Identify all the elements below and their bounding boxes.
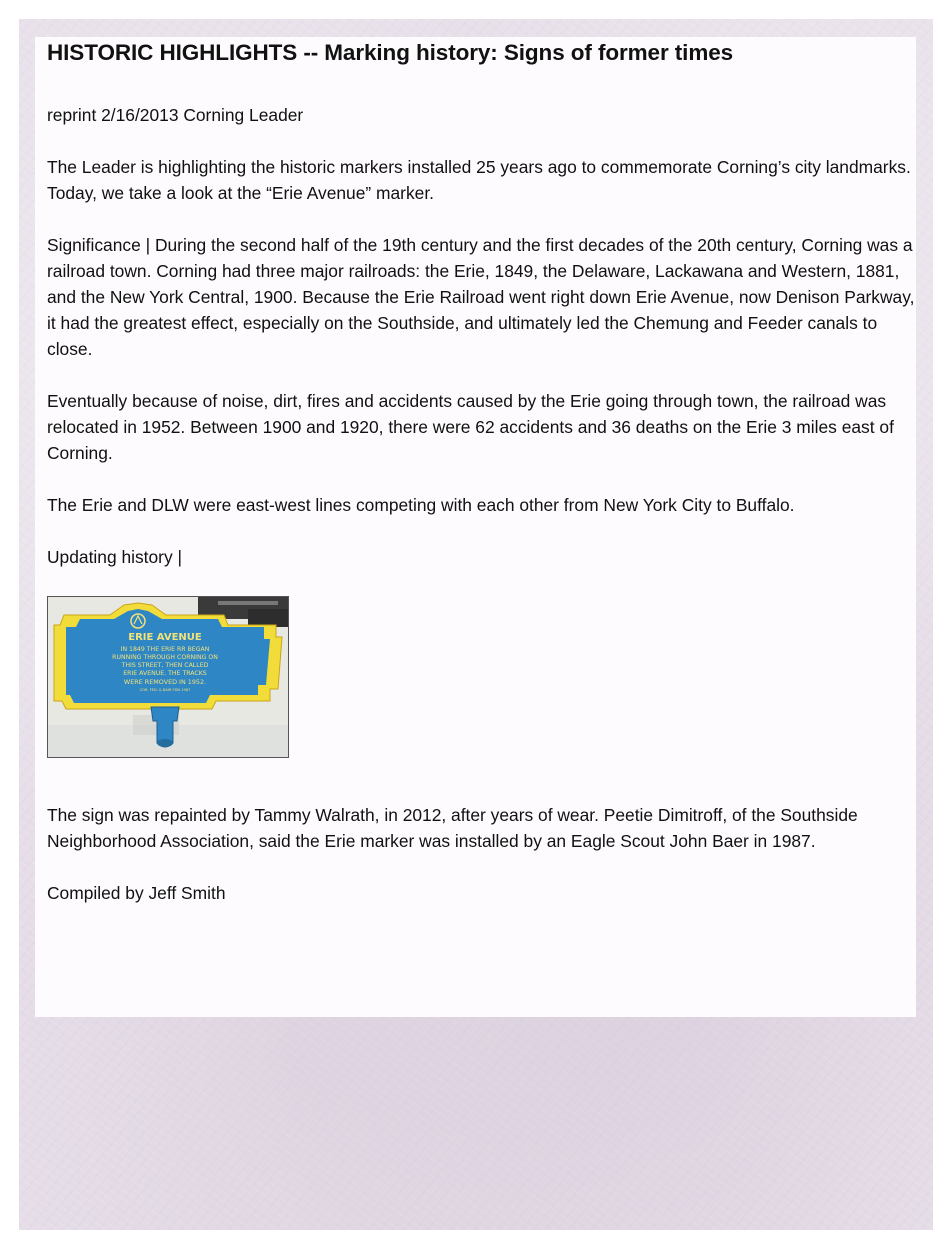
article-headline: HISTORIC HIGHLIGHTS -- Marking history: Signs of former times <box>47 40 734 65</box>
sign-line: RUNNING THROUGH CORNING ON <box>112 654 218 661</box>
paragraph-compiled-by: Compiled by Jeff Smith <box>47 883 226 903</box>
article-content <box>47 37 917 906</box>
sign-line: WERE REMOVED IN 1952. <box>123 678 207 686</box>
sign-line: ERIE AVENUE. THE TRACKS <box>123 670 207 677</box>
paragraph-updating-history: Updating history | <box>47 547 183 567</box>
paragraph-relocation: Eventually because of noise, dirt, fires and accidents caused by the Erie going through town, the railroad was relocated in 1952. Between 1900 and 1920, there were 62 accidents and 36 deaths on the Erie 3 miles east of Corning. <box>47 391 894 463</box>
sign-line: IN 1849 THE ERIE RR BEGAN <box>120 646 210 653</box>
paragraph-significance: Significance | During the second half of the 19th century and the first decades of the 20th century, Corning was a railroad town. Corning had three major railroads: the Erie, 1849, the Delaware, Lackawana and Western, 1881, and the New York Central, 1900. Because the Erie Railroad went right down Erie Avenue, now Denison Parkway, it had the greatest effect, especially on the Southside, and ultimately led the Chemung and Feeder canals to close. <box>47 235 915 359</box>
paragraph-intro: The Leader is highlighting the historic markers installed 25 years ago to commemorate Corning’s city landmarks. Today, we take a look at the “Erie Avenue” marker. <box>47 157 911 203</box>
erie-avenue-marker-photo <box>47 596 289 758</box>
sign-line: COR. FED. & BAIR FDN 1987 <box>139 688 191 692</box>
paragraph-repaint: The sign was repainted by Tammy Walrath, in 2012, after years of wear. Peetie Dimitroff, of the Southside Neighborhood Association, said the Erie marker was installed by an Eagle Scout John Baer in 1987. <box>47 805 858 851</box>
sign-line: THIS STREET, THEN CALLED <box>121 662 209 669</box>
paragraph-competition: The Erie and DLW were east-west lines competing with each other from New York City to Buffalo. <box>47 495 795 515</box>
sign-title: ERIE AVENUE <box>128 632 202 643</box>
article-byline: reprint 2/16/2013 Corning Leader <box>47 105 304 125</box>
